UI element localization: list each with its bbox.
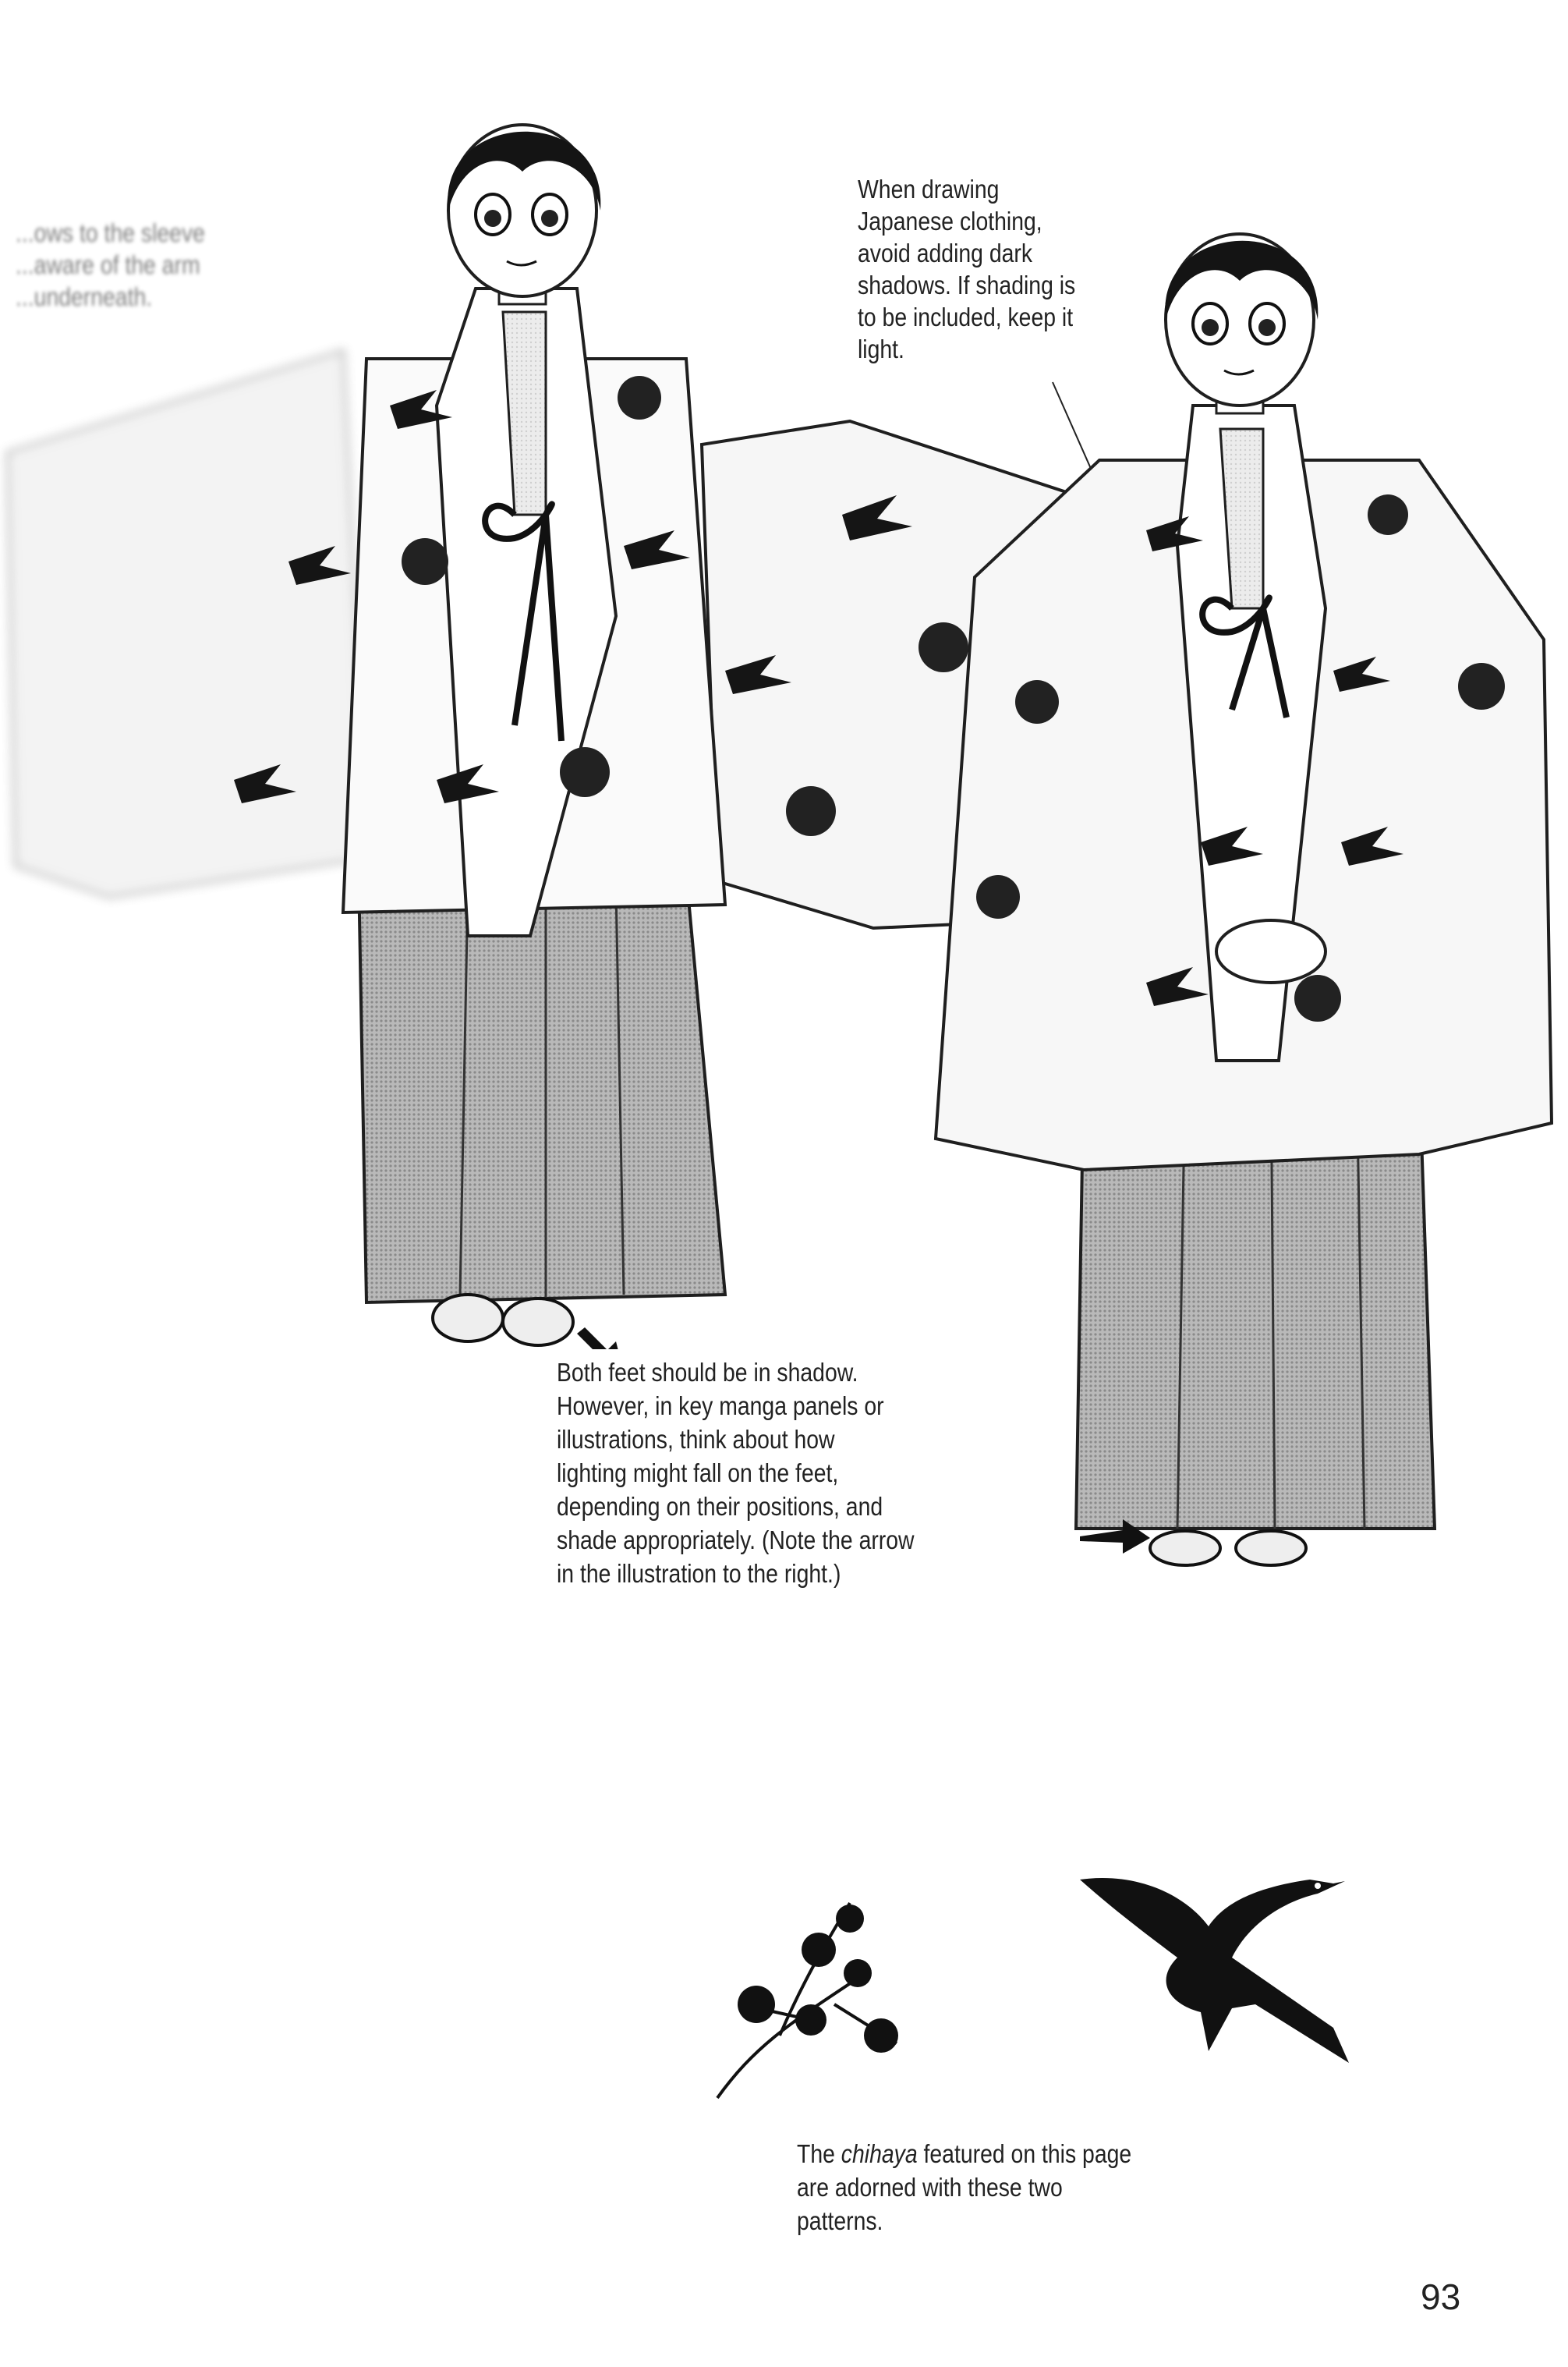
caption-text: featured on this page — [917, 2139, 1132, 2168]
annotation-line: ...underneath. — [16, 282, 153, 311]
annotation-line: avoid adding dark — [858, 239, 1033, 268]
page-number: 93 — [1421, 2277, 1461, 2317]
caption-line: patterns. — [797, 2206, 883, 2235]
annotation-line: light. — [858, 335, 904, 363]
caption-line — [797, 2137, 1131, 2170]
annotation-line: shade appropriately. (Note the arrow — [557, 1525, 915, 1554]
patterns-caption — [797, 2137, 1131, 2238]
annotation-line: ...aware of the arm — [16, 250, 200, 279]
annotation-line: However, in key manga panels or — [557, 1391, 884, 1420]
annotation-line: illustrations, think about how — [557, 1425, 835, 1454]
caption-text: The — [797, 2139, 841, 2168]
annotation-line: in the illustration to the right.) — [557, 1559, 841, 1588]
caption-line: are adorned with these two — [797, 2173, 1063, 2202]
figure-hands-folded-icon — [920, 172, 1559, 1568]
arrow-right-icon — [1076, 1513, 1154, 1560]
annotation-line: lighting might fall on the feet, — [557, 1458, 839, 1487]
crane-icon — [1076, 1872, 1364, 2075]
annotation-line: Both feet should be in shadow. — [557, 1358, 858, 1387]
pine-branch-icon — [694, 1887, 928, 2106]
annotation-line: Japanese clothing, — [858, 207, 1042, 236]
annotation-feet-shadow — [557, 1355, 915, 1590]
annotation-line: When drawing — [858, 175, 1000, 204]
annotation-line: shadows. If shading is — [858, 271, 1076, 299]
caption-italic-term: chihaya — [841, 2139, 918, 2168]
annotation-line: depending on their positions, and — [557, 1492, 883, 1521]
annotation-line: ...ows to the sleeve — [16, 218, 205, 247]
annotation-line: to be included, keep it — [858, 303, 1074, 331]
